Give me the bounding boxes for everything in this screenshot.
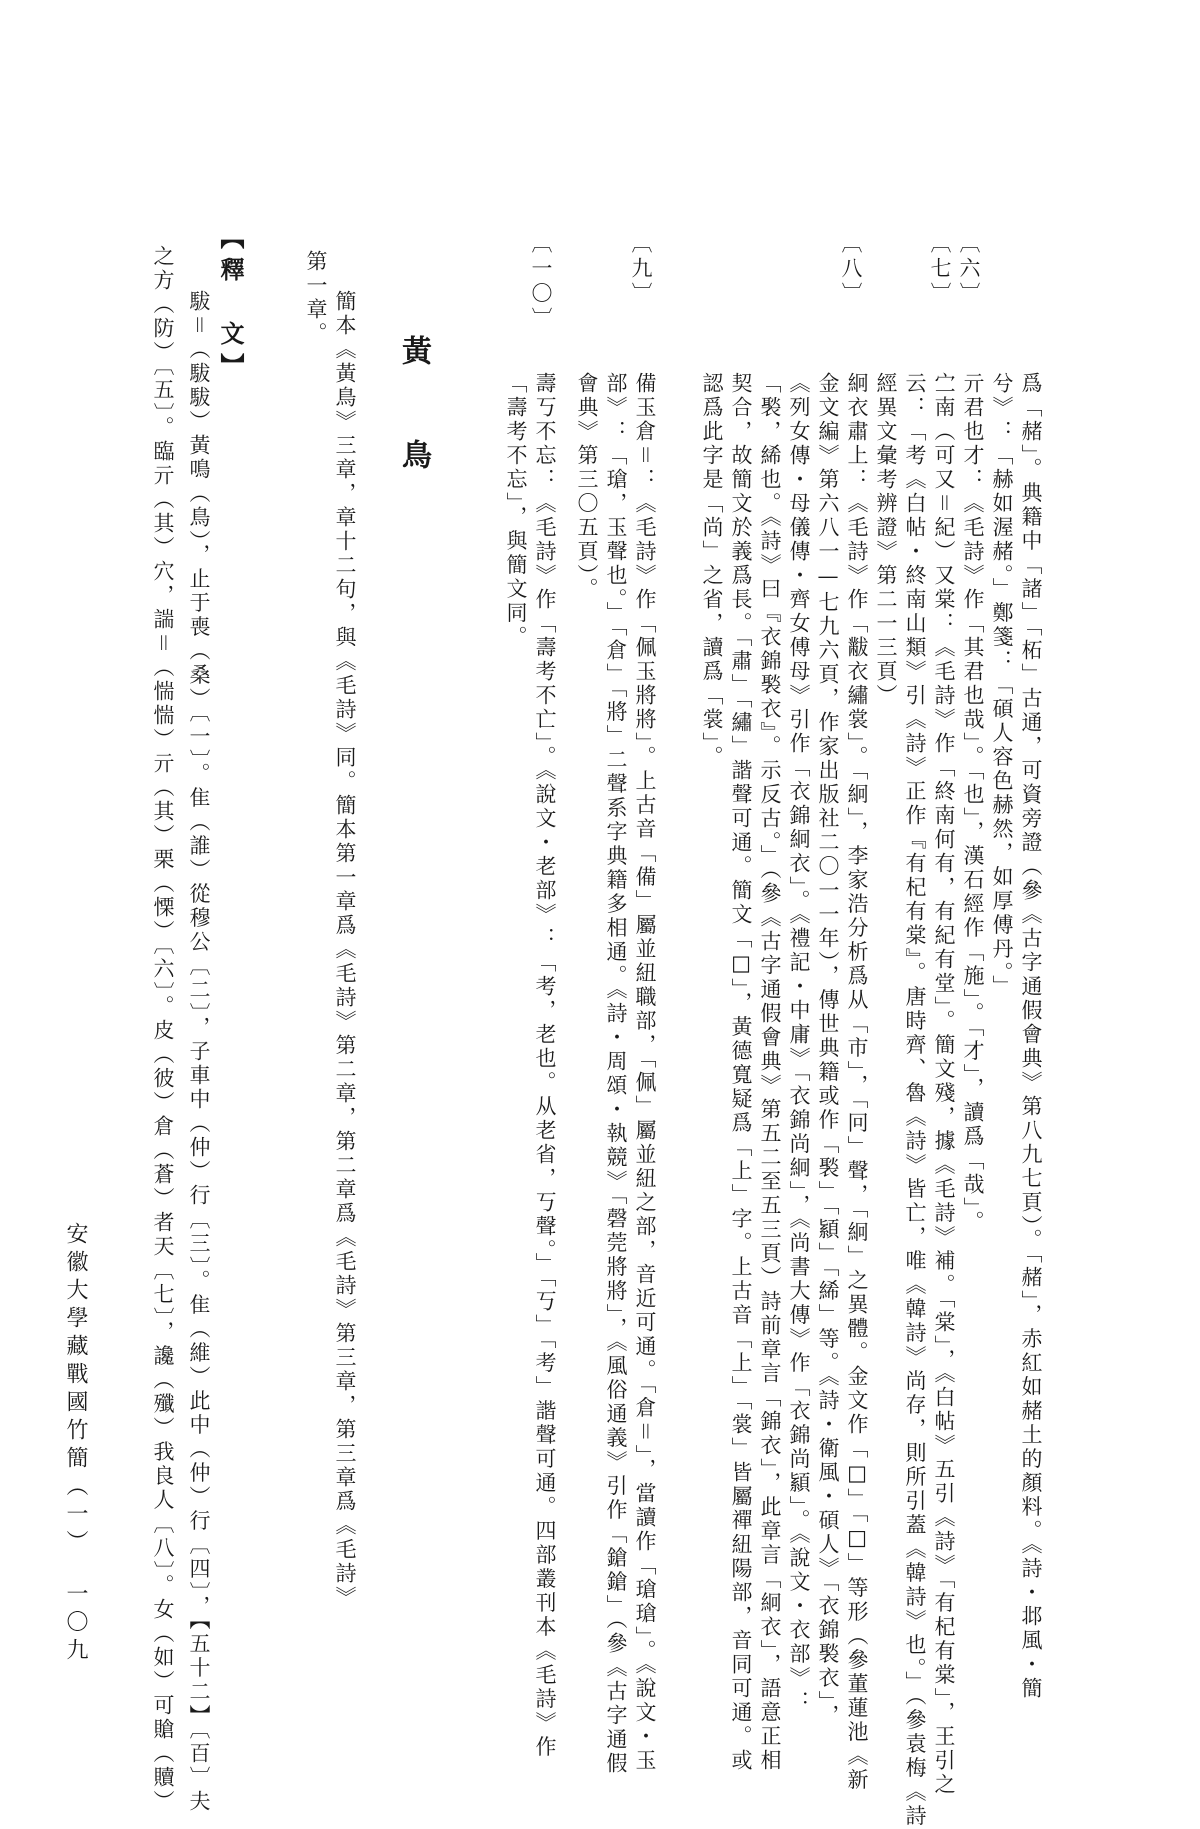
- section-title: 黃 鳥: [396, 335, 431, 491]
- footnote-number-10: 〔一〇〕: [529, 232, 553, 332]
- intro-line-1: 簡本《黃鳥》三章，章十二句，與《毛詩》同。簡本第一章爲《毛詩》第二章，第二章爲《毛詩》第三章，第三章爲《毛詩》: [333, 290, 357, 1610]
- footnote-10-line-2: 「壽考不忘」，與簡文同。: [504, 372, 528, 650]
- footnote-6-line-2: 兮》：「赫如渥赭。」鄭箋：「碩人容色赫然，如厚傅丹。」: [990, 372, 1014, 999]
- footnote-number-9: 〔九〕: [629, 232, 653, 307]
- footnote-8-line-2: 金文編》第六八一—七九六頁，作家出版社二〇一一年），傳世典籍或作「褧」「顈」「絺」等。《詩・衛風・碩人》「衣錦褧衣」，: [816, 372, 840, 1728]
- footnote-9-line-2: 部》：「瑲，玉聲也。」「倉」「將」二聲系字典籍多相通。《詩・周頌・執競》「磬莞將將」，《風俗通義》引作「鎗鎗」（參《古字通假: [604, 372, 628, 1776]
- shiwen-line-2: 之方（防）〔五〕。臨亓（其）穴，諯＝（惴惴）亓（其）栗（慄）〔六〕。皮（彼）倉（蒼）者天〔七〕，讒（殲）我良人〔八〕。女（如）可賶（贖）: [151, 245, 175, 1814]
- footnote-8-line-4: 「褧，絺也。《詩》曰『衣錦褧衣』。示反古。」（參《古字通假會典》第五二至五三頁）詩前章言「錦衣」，此章言「絅衣」，語意正相: [758, 372, 782, 1773]
- footnote-9-line-1: 備玉倉＝：《毛詩》作「佩玉將將」。上古音「備」屬並紐職部，「佩」屬並紐之部，音近可通。「倉＝」，當讀作「瑲瑲」。《說文・玉: [633, 372, 657, 1773]
- footnote-8-line-6: 認爲此字是「尚」之省，讀爲「裳」。: [700, 372, 724, 770]
- footnote-7-line-1: 㝉南（可又＝紀）又棠：《毛詩》作「終南何有，有紀有堂」。簡文殘，據《毛詩》補。「棠」，《白帖》五引《詩》「有杞有棠」，王引之: [932, 372, 956, 1797]
- footnote-6-line-3: 亓君也才：《毛詩》作「其君也哉」。「也」，漢石經作「施」。「才」，讀爲「哉」。: [961, 372, 985, 1235]
- page-number: 一〇九: [63, 1582, 88, 1666]
- shiwen-line-1: 䮂＝（䮂䮂）黃鳴（鳥），止于喪（桑）〔一〕。隹（誰）從穆公〔二〕，子車中（仲）行〔三〕。隹（維）此中（仲）行〔四〕，【五十二】〔百〕夫: [187, 290, 211, 1814]
- intro-line-2: 第一章。: [304, 250, 328, 346]
- footnote-8-line-1: 絅衣肅上：《毛詩》作「黻衣繡裳」。「絅」，李家浩分析爲从「市」，「冋」聲，「絅」之異體。金文作「□」「□」等形（參董蓮池《新: [845, 372, 869, 1793]
- running-book-title: 安徽大學藏戰國竹簡（一）: [63, 1222, 88, 1558]
- footnote-number-8: 〔八〕: [839, 232, 863, 307]
- footnote-8-line-5: 契合，故簡文於義爲長。「肅」「繡」諧聲可通。簡文「□」，黃德寬疑爲「上」字。上古音「上」「裳」皆屬禪紐陽部，音同可通。或: [729, 372, 753, 1773]
- footnote-10-line-1: 壽丂不忘：《毛詩》作「壽考不亡」。《說文・老部》：「考，老也。从老省，丂聲。」「丂」「考」諧聲可通。四部叢刊本《毛詩》作: [533, 372, 557, 1760]
- footnote-9-line-3: 會典》第三〇五頁）。: [575, 372, 599, 602]
- footnote-number-7: 〔七〕: [928, 232, 952, 307]
- footnote-number-6: 〔六〕: [957, 232, 981, 307]
- shiwen-heading: 【釋 文】: [216, 225, 245, 385]
- footnote-7-line-2: 云：「考《白帖・終南山類》引《詩》正作『有杞有棠』。唐時齊、魯《詩》皆亡，唯《韓詩》尚存，則所引蓋《韓詩》也。」（參袁梅《詩: [903, 372, 927, 1829]
- footnote-8-line-3: 《列女傳・母儀傳・齊女傅母》引作「衣錦絅衣」。《禮記・中庸》「衣錦尚絅」，《尚書大傳》作「衣錦尚顈」。《說文・衣部》：: [787, 372, 811, 1715]
- footnote-6-line-1: 爲「赭」。典籍中「諸」「柘」古通，可資旁證（參《古字通假會典》第八九七頁）。「赭」，赤紅如赭土的顏料。《詩・邶風・簡: [1019, 372, 1043, 1701]
- footnote-7-line-3: 經異文彙考辨證》第二一三頁）: [874, 372, 898, 708]
